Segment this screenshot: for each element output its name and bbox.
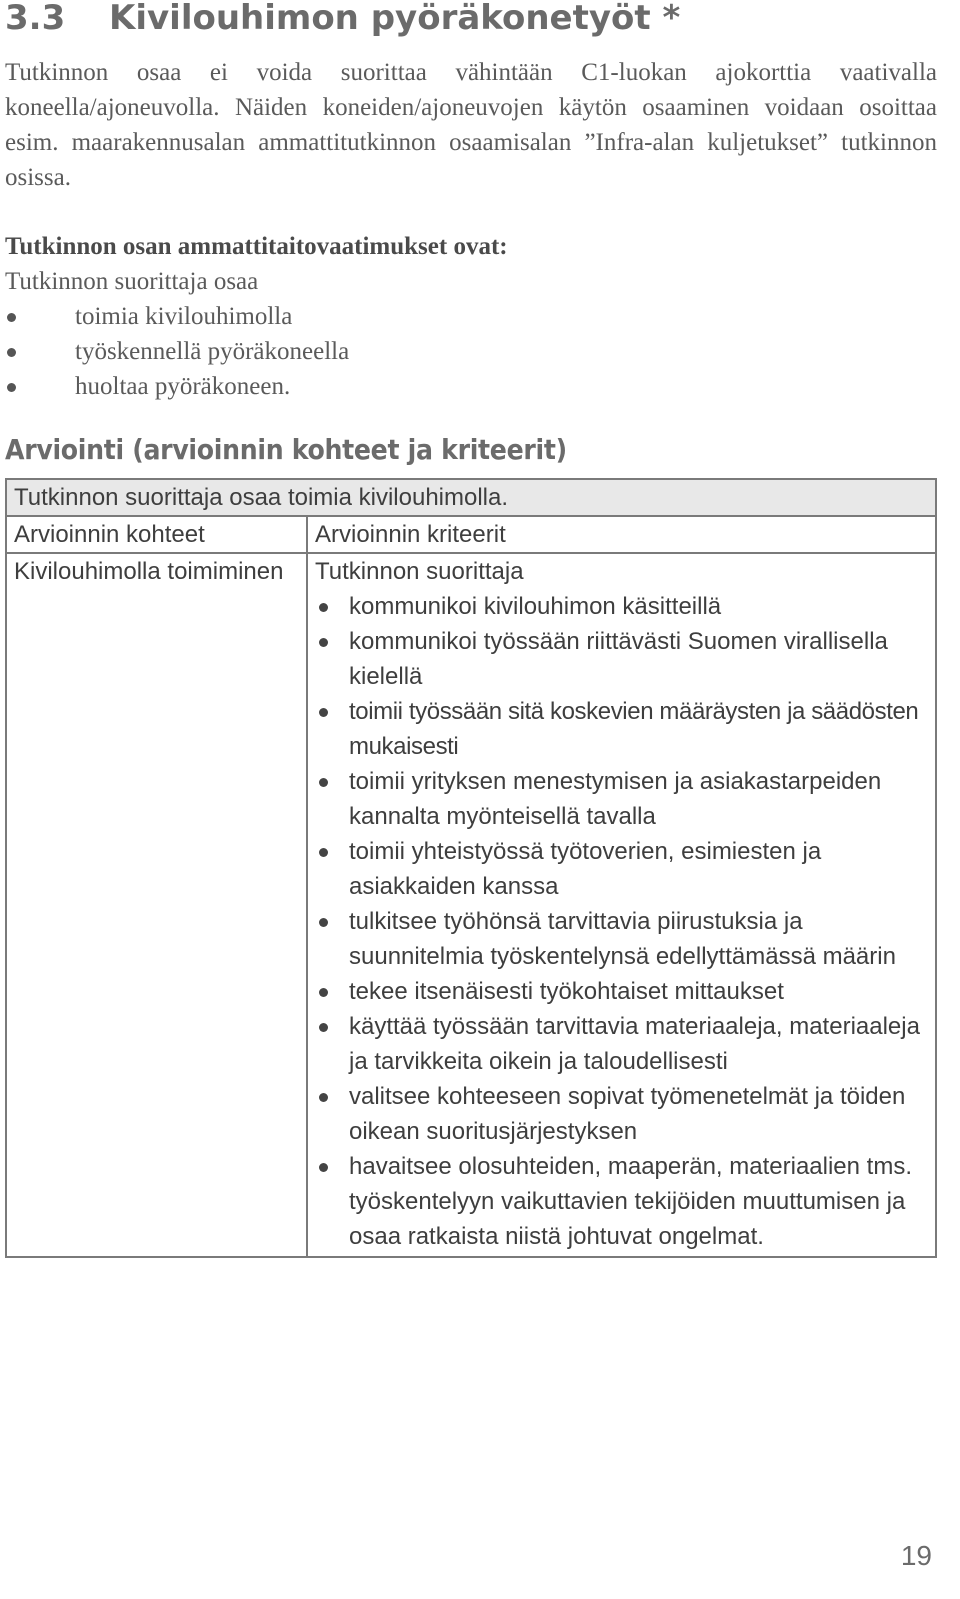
requirement-item: huoltaa pyöräkoneen. xyxy=(5,369,349,404)
criteria-cell xyxy=(307,553,936,1257)
criteria-item: tulkitsee työhönsä tarvittavia piirustuksia ja suunnitelmia työskentelynsä edellyttämässä määrin xyxy=(315,904,928,974)
requirement-item: työskennellä pyöräkoneella xyxy=(5,334,349,369)
criteria-item: kommunikoi työssään riittävästi Suomen virallisella kielellä xyxy=(315,624,928,694)
page-number: 19 xyxy=(900,1540,932,1571)
target-cell: Kivilouhimolla toimiminen xyxy=(6,553,307,1257)
table-caption-row xyxy=(6,479,936,516)
criteria-item: toimii yhteistyössä työtoverien, esimiesten ja asiakkaiden kanssa xyxy=(315,834,928,904)
section-number: 3.3 xyxy=(5,0,66,38)
criteria-item: tekee itsenäisesti työkohtaiset mittaukset xyxy=(315,974,928,1009)
section-heading xyxy=(5,0,680,40)
section-title: Kivilouhimon pyöräkonetyöt * xyxy=(109,0,681,38)
table-row xyxy=(6,553,936,1257)
column-header-targets: Arvioinnin kohteet xyxy=(6,516,307,553)
evaluation-heading: Arviointi (arvioinnin kohteet ja kriteerit) xyxy=(5,433,567,466)
criteria-lead: Tutkinnon suorittaja xyxy=(315,558,524,585)
table-caption: Tutkinnon suorittaja osaa toimia kivilouhimolla. xyxy=(6,479,936,516)
requirements-lead: Tutkinnon suorittaja osaa xyxy=(5,268,259,295)
intro-paragraph: Tutkinnon osaa ei voida suorittaa vähintään C1-luokan ajokorttia vaativalla koneella/ajoneuvolla. Näiden koneiden/ajoneuvojen käytön osaaminen voidaan osoittaa esim. maarakennusalan ammattitutkinnon osaamisalan ”Infra-alan kuljetukset” tutkinnon osissa. xyxy=(5,59,937,191)
table-header-row xyxy=(6,516,936,553)
column-header-criteria: Arvioinnin kriteerit xyxy=(307,516,936,553)
criteria-item: valitsee kohteeseen sopivat työmenetelmät ja töiden oikean suoritusjärjestyksen xyxy=(315,1079,928,1149)
requirements-title: Tutkinnon osan ammattitaitovaatimukset ovat: xyxy=(5,233,508,260)
criteria-item: havaitsee olosuhteiden, maaperän, materiaalien tms. työskentelyyn vaikuttavien tekijöiden muuttumisen ja osaa ratkaista niistä johtuvat ongelmat. xyxy=(315,1149,928,1254)
criteria-item: käyttää työssään tarvittavia materiaaleja, materiaaleja ja tarvikkeita oikein ja taloudellisesti xyxy=(315,1009,928,1079)
requirement-item: toimia kivilouhimolla xyxy=(5,299,349,334)
evaluation-table xyxy=(5,478,937,1258)
requirements-list xyxy=(5,299,349,404)
criteria-item: toimii yrityksen menestymisen ja asiakastarpeiden kannalta myönteisellä tavalla xyxy=(315,764,928,834)
criteria-item: kommunikoi kivilouhimon käsitteillä xyxy=(315,589,928,624)
criteria-item: toimii työssään sitä koskevien määräysten ja säädösten mukaisesti xyxy=(315,694,928,764)
criteria-list xyxy=(315,589,928,1256)
